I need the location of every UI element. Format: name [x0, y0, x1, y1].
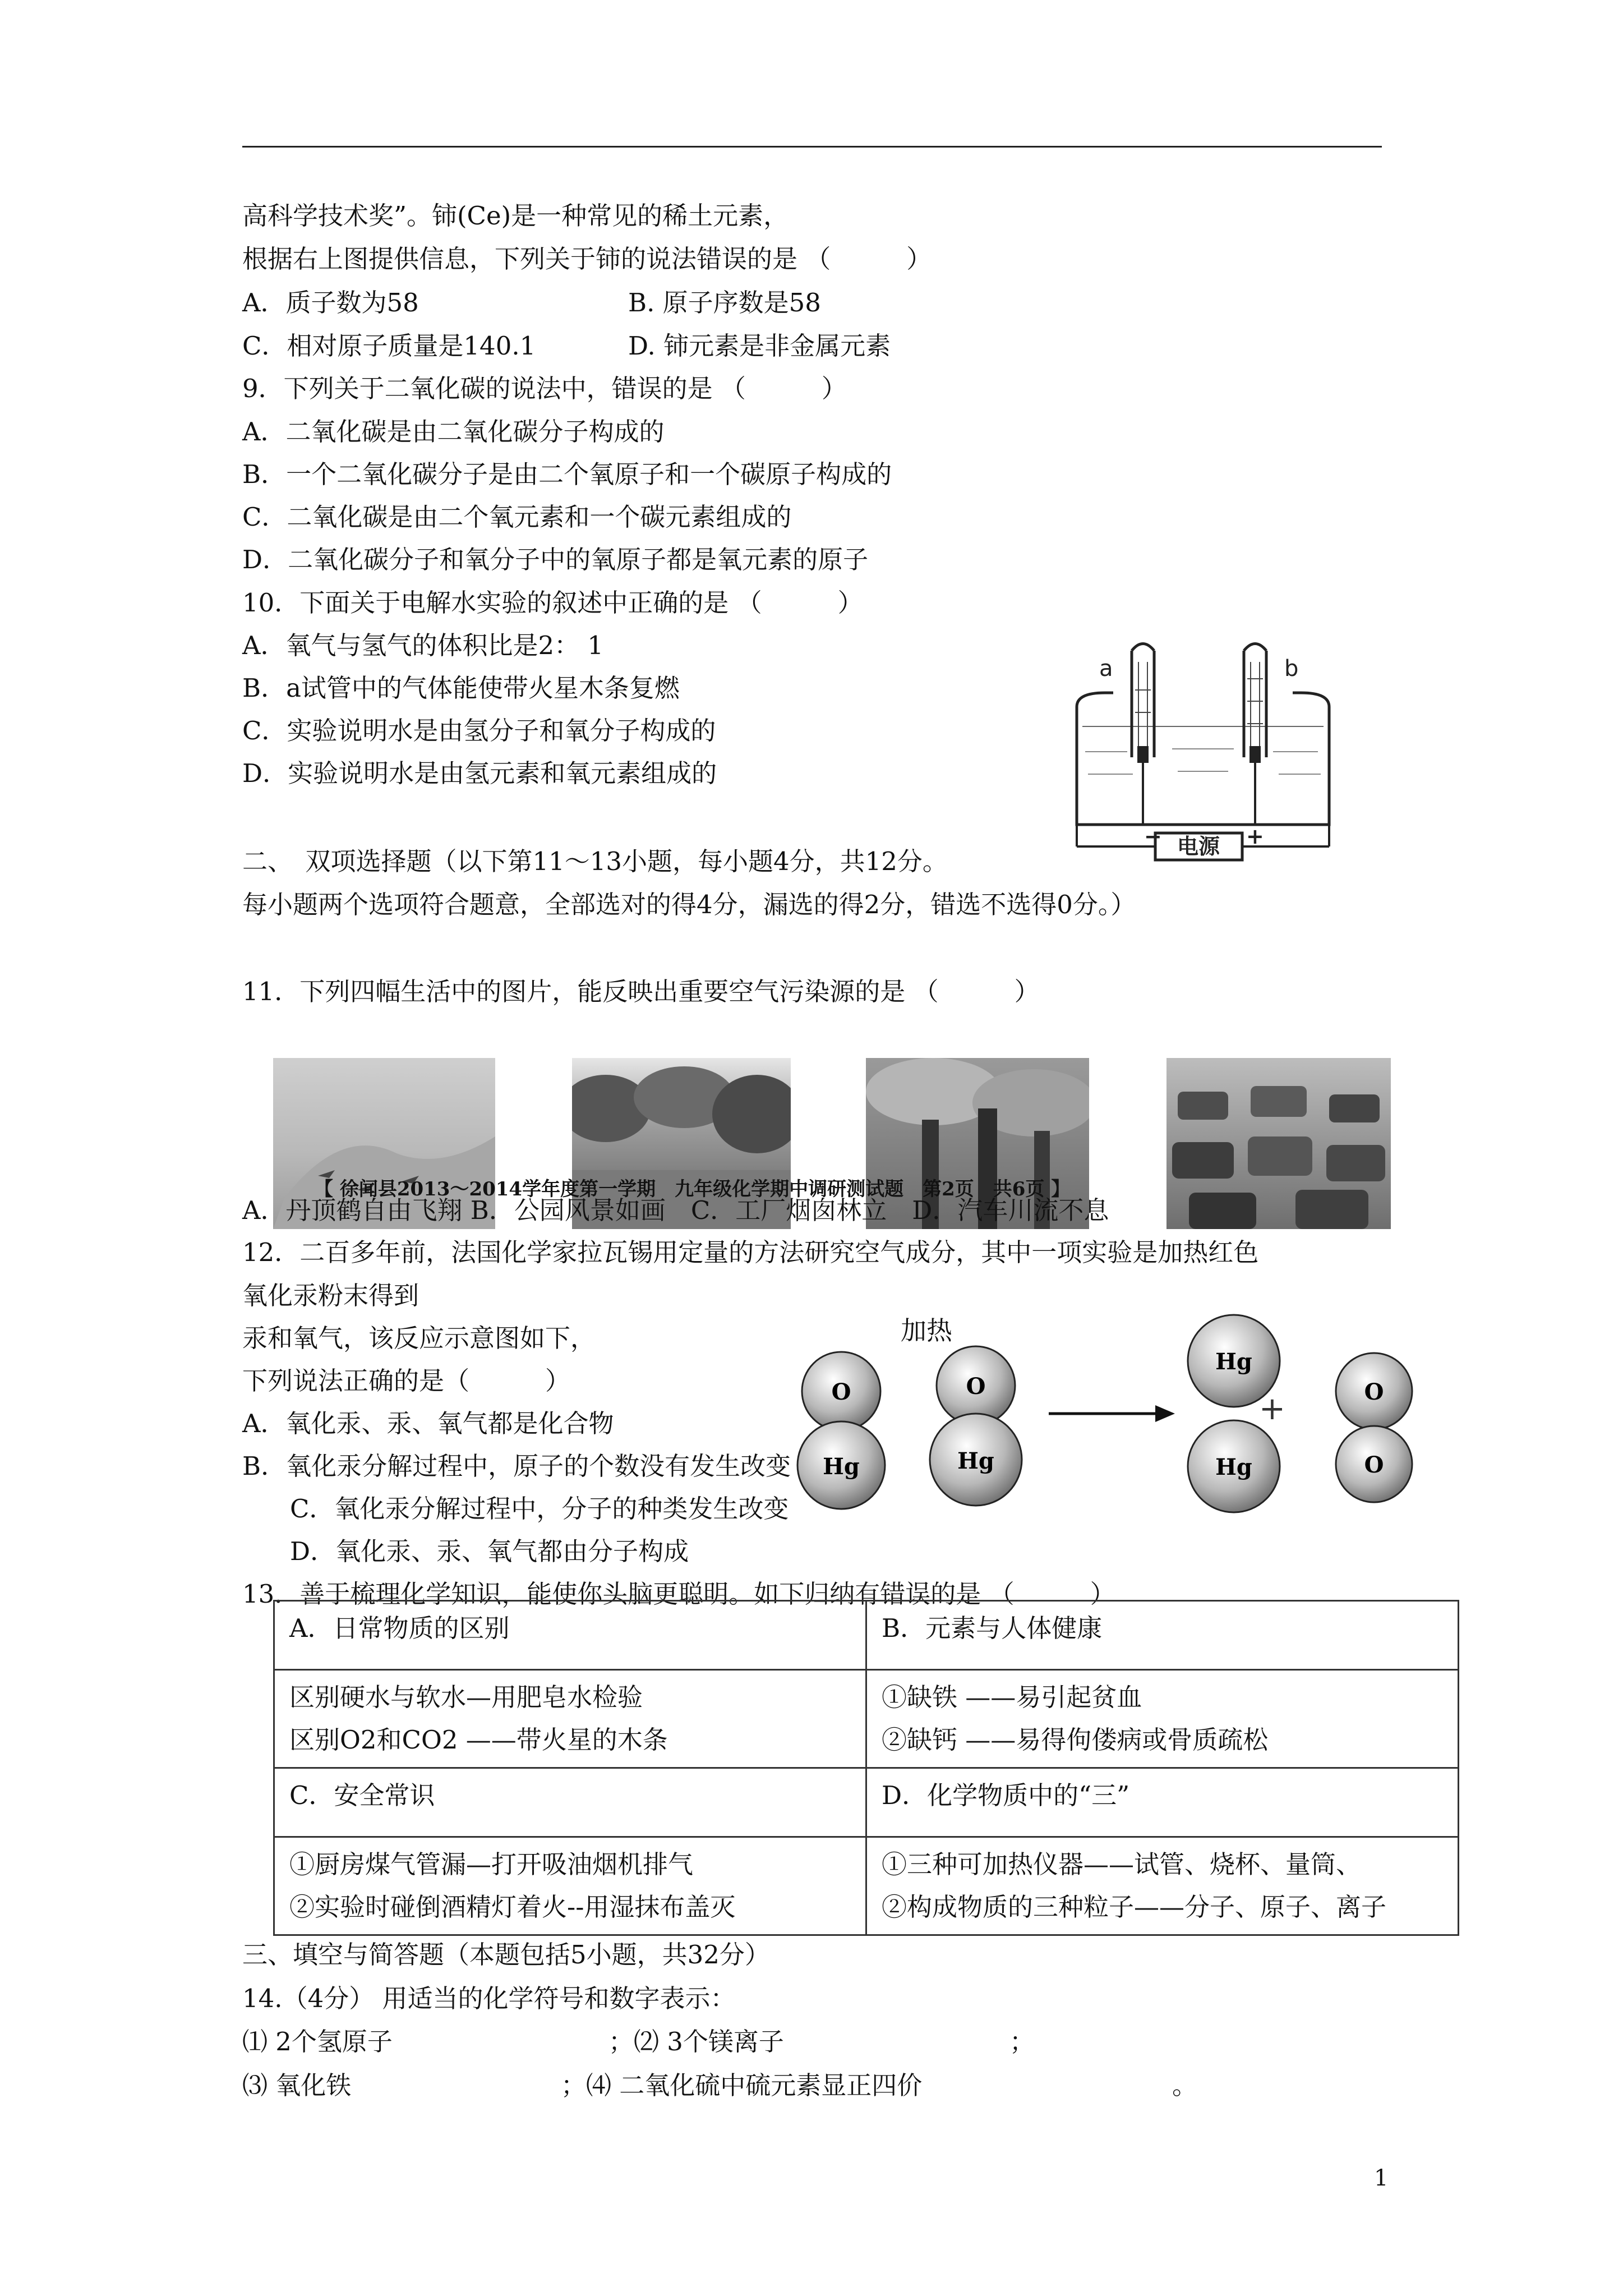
header-rule: [242, 146, 1382, 148]
section-2-heading: 二、 双项选择题（以下第11～13小题，每小题4分，共12分。: [242, 846, 948, 876]
q10-option-c: C．实验说明水是由氢分子和氧分子构成的: [242, 716, 716, 746]
q10-stem: 10．下面关于电解水实验的叙述中正确的是 （ ）: [242, 588, 863, 618]
tube-a-label: a: [1099, 656, 1113, 682]
q14-part-1: ⑴ 2个氢原子: [242, 2027, 393, 2056]
q8-option-d: D. 铈元素是非金属元素: [628, 331, 891, 361]
mercury-oxide-reaction-diagram: [785, 1307, 1436, 1515]
cell-b-body: ①缺铁 ——易引起贫血 ②缺钙 ——易得佝偻病或骨质疏松: [866, 1670, 1459, 1768]
page-number: 1: [1374, 2165, 1389, 2191]
cell-d-head: D．化学物质中的“三”: [866, 1768, 1459, 1837]
q9-option-a: A．二氧化碳是由二氧化碳分子构成的: [242, 417, 665, 447]
section-2-instructions: 每小题两个选项符合题意，全部选对的得4分，漏选的得2分，错选不选得0分。）: [242, 890, 1136, 919]
q11-stem: 11．下列四幅生活中的图片，能反映出重要空气污染源的是 （ ）: [242, 977, 1040, 1006]
q12-stem-2: 氧化汞粉末得到: [242, 1281, 419, 1310]
cell-d-body: ①三种可加热仪器——试管、烧杯、量筒、 ②构成物质的三种粒子——分子、原子、离子: [866, 1837, 1459, 1935]
oxygen-atom-label: O: [831, 1379, 851, 1405]
q11-options: A．丹顶鹤自由飞翔 B．公园风景如画 C．工厂烟囱林立 D．汽车川流不息: [242, 1195, 1109, 1225]
q14-stem: 14.（4分） 用适当的化学符号和数字表示：: [242, 1984, 736, 2013]
negative-terminal: −: [1144, 824, 1162, 849]
photo-heavy-traffic: [1166, 1058, 1391, 1229]
q12-stem-3: 汞和氧气，该反应示意图如下，: [242, 1323, 596, 1353]
oxygen-atom-label: O: [1364, 1452, 1384, 1478]
mercury-atom-label: Hg: [957, 1448, 994, 1474]
power-source-label: 电源: [1177, 834, 1220, 859]
oxygen-atom-label: O: [966, 1373, 986, 1400]
q14-part-4-end: 。: [1172, 2070, 1198, 2100]
cell-a-body: 区别硬水与软水—用肥皂水检验 区别O2和CO2 ——带火星的木条: [274, 1670, 866, 1768]
q12-option-b: B．氧化汞分解过程中，原子的个数没有发生改变: [242, 1451, 791, 1481]
cell-b-head: B．元素与人体健康: [866, 1601, 1459, 1670]
heat-label: 加热: [901, 1315, 952, 1346]
mercury-atom-label: Hg: [823, 1453, 860, 1480]
oxygen-atom-label: O: [1364, 1379, 1384, 1405]
q9-option-c: C．二氧化碳是由二个氧元素和一个碳元素组成的: [242, 502, 792, 532]
q9-option-b: B．一个二氧化碳分子是由二个氧原子和一个碳原子构成的: [242, 459, 892, 489]
q8-option-b: B. 原子序数是58: [628, 288, 821, 318]
section-3-heading: 三、填空与简答题（本题包括5小题，共32分）: [242, 1940, 770, 1970]
q8-line-1: 高科学技术奖”。铈(Ce)是一种常见的稀土元素，: [242, 201, 789, 231]
q12-option-d: D．氧化汞、汞、氧气都由分子构成: [290, 1536, 689, 1566]
page-footer: 【 徐闻县2013～2014学年度第一学期 九年级化学期中调研测试题 第2页 共6页 】: [314, 1178, 1071, 1200]
q14-part-2: ；⑵ 3个镁离子: [608, 2027, 784, 2056]
q14-part-3: ⑶ 氧化铁: [242, 2070, 352, 2100]
q10-option-b: B．a试管中的气体能使带火星木条复燃: [242, 673, 680, 703]
q9-option-d: D．二氧化碳分子和氧分子中的氧原子都是氧元素的原子: [242, 545, 869, 574]
q10-option-a: A．氧气与氢气的体积比是2： 1: [242, 631, 604, 660]
mercury-atom-label: Hg: [1215, 1349, 1252, 1375]
q12-option-a: A．氧化汞、汞、氧气都是化合物: [242, 1409, 614, 1438]
q12-option-c: C．氧化汞分解过程中，分子的种类发生改变: [290, 1494, 789, 1524]
q10-option-d: D．实验说明水是由氢元素和氧元素组成的: [242, 758, 717, 788]
cell-c-head: C．安全常识: [274, 1768, 866, 1837]
q8-option-a: A．质子数为58: [242, 288, 419, 318]
q13-knowledge-table: [273, 1600, 1459, 1936]
cell-c-body: ①厨房煤气管漏—打开吸油烟机排气 ②实验时碰倒酒精灯着火--用湿抹布盖灭: [274, 1837, 866, 1935]
q14-part-4: ；⑷ 二氧化硫中硫元素显正四价: [561, 2070, 923, 2100]
q13-stem: 13．善于梳理化学知识，能使你头脑更聪明。如下归纳有错误的是 （ ）: [242, 1579, 1115, 1609]
mercury-atom-label: Hg: [1215, 1454, 1252, 1480]
q8-line-2: 根据右上图提供信息，下列关于铈的说法错误的是 （ ）: [242, 244, 932, 274]
tube-b-label: b: [1284, 656, 1299, 682]
plus-sign: +: [1259, 1391, 1285, 1427]
q12-stem-4: 下列说法正确的是（ ）: [242, 1366, 571, 1396]
positive-terminal: +: [1246, 824, 1264, 849]
q12-stem-1: 12．二百多年前，法国化学家拉瓦锡用定量的方法研究空气成分，其中一项实验是加热红色: [242, 1237, 1259, 1267]
q8-option-c: C．相对原子质量是140.1: [242, 331, 536, 361]
q9-stem: 9．下列关于二氧化碳的说法中，错误的是 （ ）: [242, 374, 847, 403]
electrolysis-apparatus-diagram: [1066, 628, 1346, 864]
q14-part-2-end: ；: [1009, 2027, 1035, 2056]
cell-a-head: A．日常物质的区别: [274, 1601, 866, 1670]
